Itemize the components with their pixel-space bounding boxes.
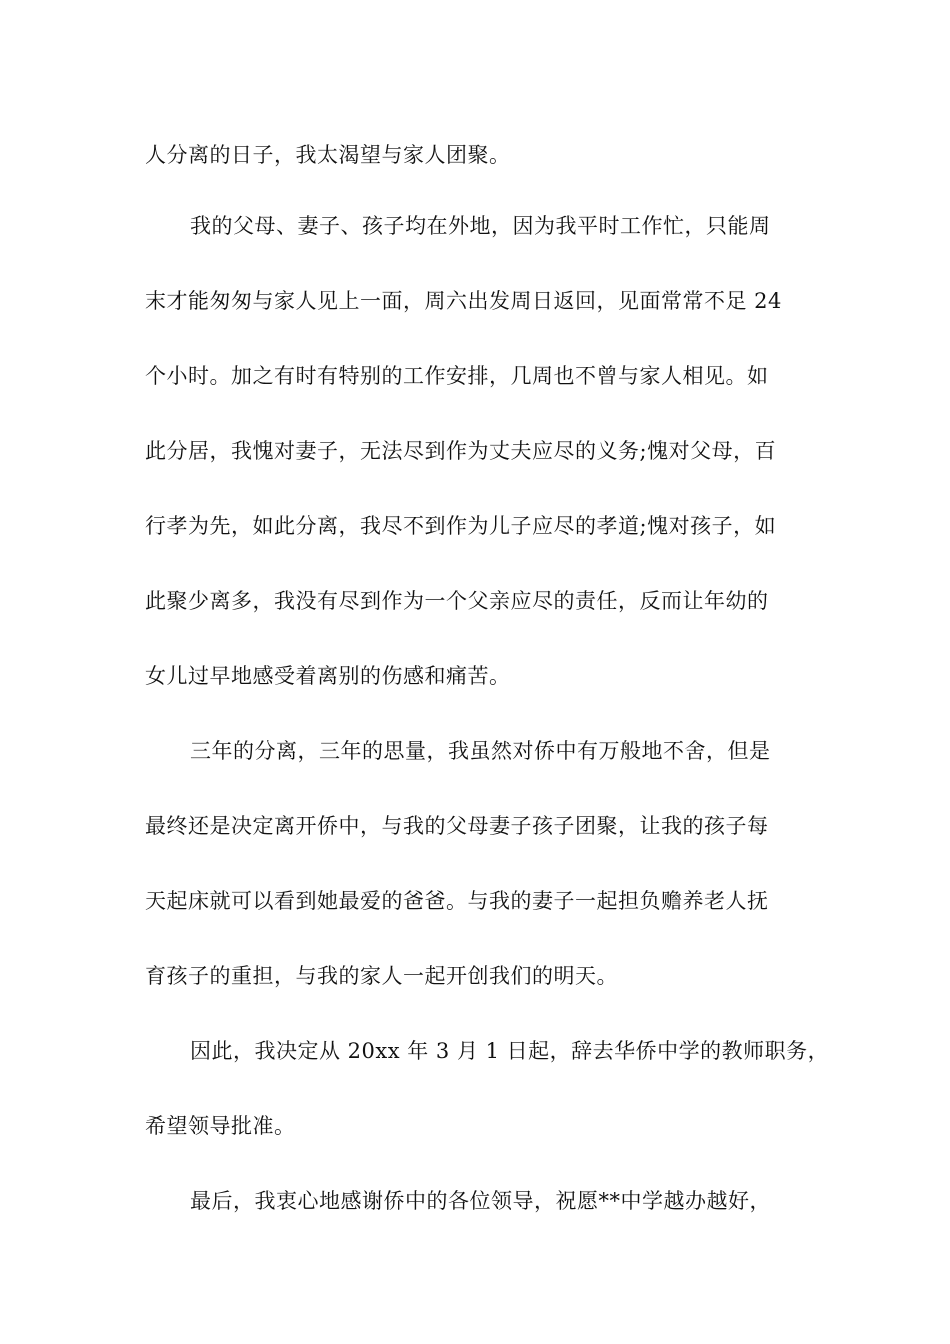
paragraph-start: 三年的分离，三年的思量，我虽然对侨中有万般地不舍，但是 [190, 739, 771, 763]
text-line: 女儿过早地感受着离别的伤感和痛苦。 [145, 664, 511, 688]
paragraph-start: 我的父母、妻子、孩子均在外地，因为我平时工作忙，只能周 [190, 214, 771, 238]
text-line: 行孝为先，如此分离，我尽不到作为儿子应尽的孝道;愧对孩子，如 [145, 514, 777, 538]
text-line: 人分离的日子，我太渴望与家人团聚。 [145, 143, 511, 167]
text-line: 末才能匆匆与家人见上一面，周六出发周日返回，见面常常不足 24 [145, 289, 782, 313]
text-line: 此分居，我愧对妻子，无法尽到作为丈夫应尽的义务;愧对父母，百 [145, 439, 777, 463]
text-line: 个小时。加之有时有特别的工作安排，几周也不曾与家人相见。如 [145, 364, 769, 388]
text-line: 育孩子的重担，与我的家人一起开创我们的明天。 [145, 964, 618, 988]
paragraph-start: 因此，我决定从 20xx 年 3 月 1 日起，辞去华侨中学的教师职务， [190, 1039, 830, 1063]
text-line: 此聚少离多，我没有尽到作为一个父亲应尽的责任，反而让年幼的 [145, 589, 769, 613]
paragraph-start: 最后，我衷心地感谢侨中的各位领导，祝愿**中学越办越好， [190, 1189, 771, 1213]
text-line: 天起床就可以看到她最爱的爸爸。与我的妻子一起担负赡养老人抚 [145, 889, 769, 913]
text-line: 最终还是决定离开侨中，与我的父母妻子孩子团聚，让我的孩子每 [145, 814, 769, 838]
text-line: 希望领导批准。 [145, 1114, 296, 1138]
